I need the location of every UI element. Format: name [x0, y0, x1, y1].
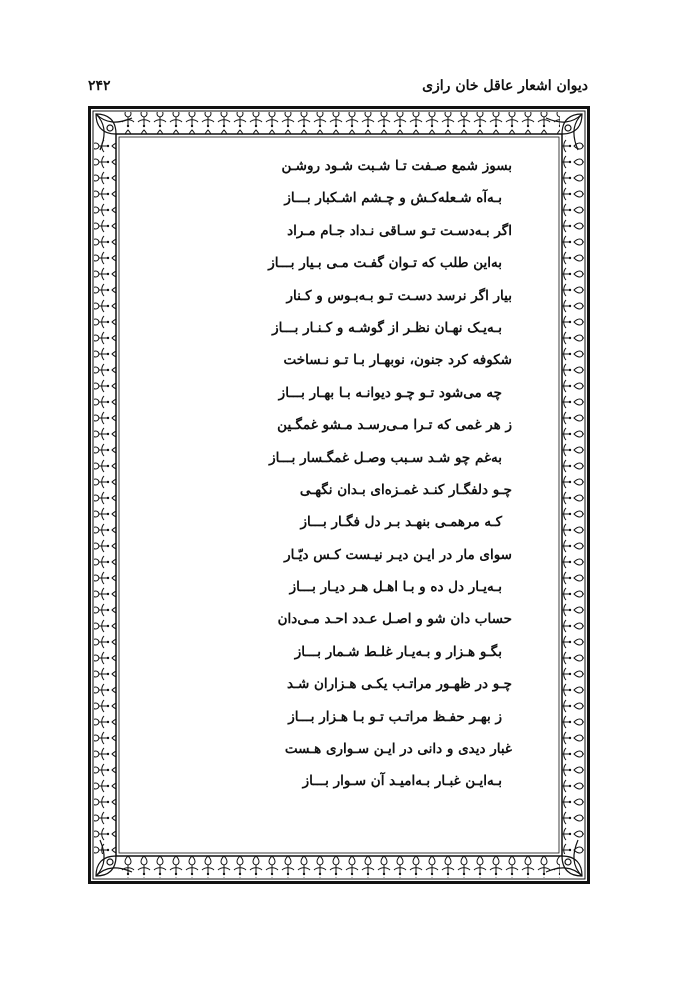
verse-line: سوای مار در ایـن دیـر نیـست کـس دیّـار — [284, 546, 512, 563]
verse-line: ز بهـر حفـظ مراتـب تـو بـا هـزار بـــاز — [288, 708, 502, 725]
verse-line: چـو در ظهـور مراتـب یکـی هـزاران شـد — [286, 676, 512, 693]
verse-line: شکوفه کرد جنون، نوبهـار بـا تـو نـساخت — [283, 352, 512, 369]
verse-line: بگـو هـزار و بـه‌یـار غلـط شـمار بـــاز — [294, 643, 502, 660]
page-header — [88, 78, 590, 102]
verse-line: کـه مرهمـی بنهـد بـر دل فگـار بـــاز — [300, 514, 502, 531]
verse-line: بسوز شمع صـفت تـا شـبت شـود روشـن — [281, 158, 512, 174]
verse-line: چـو دلفگـار کنـد غمـزه‌ای بـدان نگهـی — [299, 481, 512, 498]
poem-body — [150, 150, 530, 798]
verse-line: بـه‌آه شـعله‌کـش و چـشم اشـکبار بـــاز — [284, 190, 502, 207]
verse-line: حساب دان شو و اصـل عـدد احـد مـی‌دان — [277, 611, 512, 628]
verse-line: بیار اگر نرسد دسـت تـو بـه‌بـوس و کـنار — [286, 287, 512, 304]
verse-line: به‌این طلب که تـوان گفـت مـی بـیار بـــاز — [268, 255, 502, 272]
verse-line: بـه‌یـک نهـان نظـر از گوشـه و کـنـار بـــاز — [272, 319, 502, 336]
page-number: ۲۴۲ — [88, 78, 111, 94]
verse-line: بـه‌یـار دل ده و بـا اهـل هـر دیـار بـــاز — [289, 579, 502, 596]
verse-line: به‌غم چو شـد سـبب وصـل غمگـسار بـــاز — [269, 449, 502, 466]
verse-line: چه می‌شود تـو چـو دیوانـه بـا بهـار بـــاز — [278, 384, 502, 401]
book-title: دیوان اشعار عاقل خان رازی — [422, 78, 588, 94]
verse-line: ز هر غمی که تـرا مـی‌رسـد مـشو غمگـین — [277, 417, 512, 434]
verse-line: غبار دیدی و دانی در ایـن سـواری هـست — [284, 741, 512, 758]
verse-line: اگر بـه‌دسـت تـو سـاقی نـداد جـام مـراد — [287, 222, 512, 239]
verse-line: بـه‌ایـن غبـار بـه‌امیـد آن سـوار بـــاز — [302, 773, 502, 790]
